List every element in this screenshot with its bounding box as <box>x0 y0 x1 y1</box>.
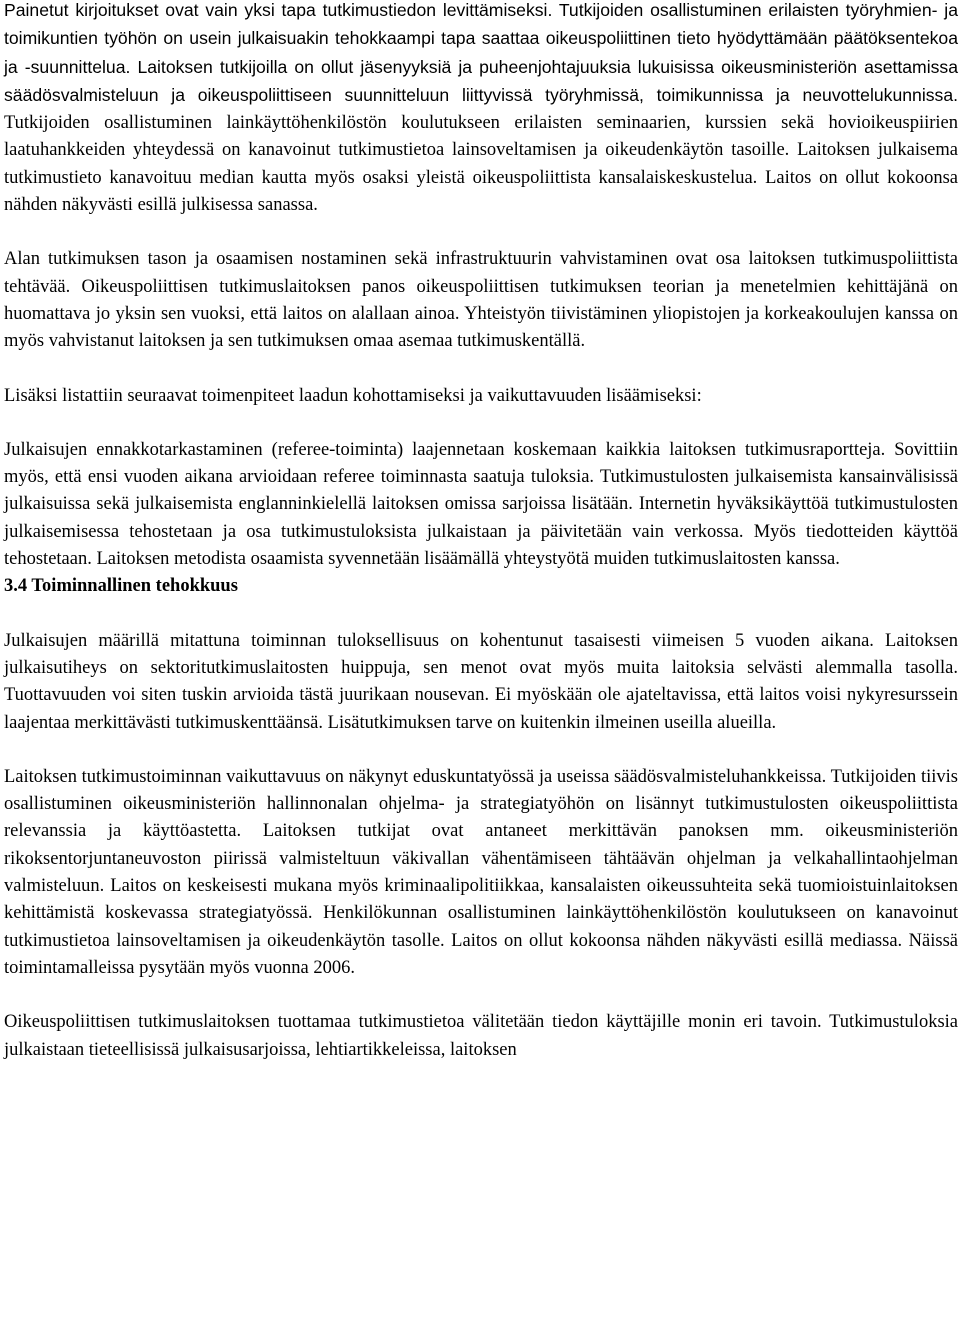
paragraph-impact: Laitoksen tutkimustoiminnan vaikuttavuus on näkynyt eduskuntatyössä ja useissa säädösvalmisteluhankkeissa. Tutkijoiden tiivis osallistuminen oikeusministeriön hallinnonalan ohjelma- ja strategiatyöhön on lisännyt tutkimustulosten oikeuspoliittista relevanssia ja käyttöastetta. Laitoksen tutkijat ovat antaneet merkittävän panoksen mm. oikeusministeriön rikoksentorjuntaneuvoston piirissä valmisteltuun väkivallan vähentämiseen tähtäävän ohjelman ja velkahallintaohjelman valmisteluun. Laitos on keskeisesti mukana myös kriminaalipolitiikkaa, kansalaisten oikeussuhteita sekä tuomioistuinlaitoksen kehittämistä koskevassa strategiatyössä. Henkilökunnan osallistuminen lainkäyttöhenkilöstön koulutukseen on kanavoinut tutkimustietoa lainsoveltamisen ja oikeudenkäytön tasolle. Laitos on ollut kokoonsa nähden näkyvästi esillä mediassa. Näissä toimintamalleissa pysytään myös vuonna 2006. <box>4 766 958 978</box>
paragraph-knowledge-transfer: Oikeuspoliittisen tutkimuslaitoksen tuottamaa tutkimustietoa välitetään tiedon käyttäjille monin eri tavoin. Tutkimustuloksia julkaistaan tieteellisissä julkaisusarjoissa, lehtiartikkeleissa, laitoksen <box>4 1012 958 1060</box>
paragraph-dissemination-sans-text: Painetut kirjoitukset ovat vain yksi tapa tutkimustiedon levittämiseksi. Tutkijoiden osallistuminen erilaisten työryhmien- ja toimikuntien työhön on usein julkaisuakin tehokkaampi tapa saattaa oikeuspoliittinen tieto hyödyttämään päätöksentekoa ja -suunnittelua. Laitoksen tutkijoilla on ollut jäsenyyksiä ja puheenjohtajuuksia lukuisissa oikeusministeriön asettamissa säädösvalmisteluun ja oikeuspoliittiseen suunnitteluun liittyvissä työryhmissä, toimikunnissa ja neuvottelukunnissa. <box>4 0 958 105</box>
paragraph-measures-intro: Lisäksi listattiin seuraavat toimenpiteet laadun kohottamiseksi ja vaikuttavuuden lisäämiseksi: <box>4 385 702 406</box>
section-heading: 3.4 Toiminnallinen tehokkuus <box>4 576 238 597</box>
paragraph-dissemination-serif-text: Tutkijoiden osallistuminen lainkäyttöhenkilöstön koulutukseen erilaisten seminaarien, kurssien sekä hovioikeuspiirien laatuhankkeiden yhteydessä on kanavoinut tutkimustietoa lainsoveltamisen ja oikeudenkäytön tasoille. Laitoksen julkaisema tutkimustieto kanavoituu median kautta myös osaksi yleistä oikeuspoliittista kansalaiskeskustelua. Laitos on ollut kokoonsa nähden näkyvästi esillä julkisessa sanassa. <box>4 113 958 216</box>
paragraph-dissemination <box>4 0 958 219</box>
paragraph-publication-efficiency: Julkaisujen määrillä mitattuna toiminnan tuloksellisuus on kohentunut tasaisesti viimeisen 5 vuoden aikana. Laitoksen julkaisutiheys on sektoritutkimuslaitosten huippuja, sen menot ovat myös muita laitoksia selvästi alemmalla tasolla. Tuottavuuden voi siten tuskin arvioida tästä juurikaan nousevan. Ei myöskään ole ajateltavissa, että laitos voisi nykyresurssein laajentaa merkittävästi tutkimuskenttäänsä. Lisätutkimuksen tarve on kuitenkin ilmeinen useilla alueilla. <box>4 630 958 733</box>
paragraph-referee-measures: Julkaisujen ennakkotarkastaminen (referee-toiminta) laajennetaan koskemaan kaikkia laitoksen tutkimusraportteja. Sovittiin myös, että ensi vuoden aikana arvioidaan referee toiminnasta saatuja tuloksia. Tutkimustulosten julkaisemista kansainvälisissä julkaisuissa sekä julkaisemista englanninkielellä laitoksen omissa sarjoissa lisätään. Internetin hyväksikäyttöä tutkimustulosten julkaisemisessa tehostetaan ja osa tutkimustuloksista julkaistaan ja päivitetään vain verkossa. Myös tiedotteiden käyttöä tehostetaan. Laitoksen metodista osaamista syvennetään lisäämällä yhteystyötä muiden tutkimuslaitosten kanssa. <box>4 439 958 570</box>
document-page <box>4 0 958 1064</box>
paragraph-research-infrastructure: Alan tutkimuksen tason ja osaamisen nostaminen sekä infrastruktuurin vahvistaminen ovat osa laitoksen tutkimuspoliittista tehtävää. Oikeuspoliittisen tutkimuslaitoksen panos oikeuspoliittisen tutkimuksen teorian ja menetelmien kehittäjänä on huomattava jo yksin sen vuoksi, että laitos on alallaan ainoa. Yhteistyön tiivistäminen yliopistojen ja korkeakoulujen kanssa on myös vahvistanut laitoksen ja sen tutkimuksen omaa asemaa tutkimuskentällä. <box>4 249 958 352</box>
